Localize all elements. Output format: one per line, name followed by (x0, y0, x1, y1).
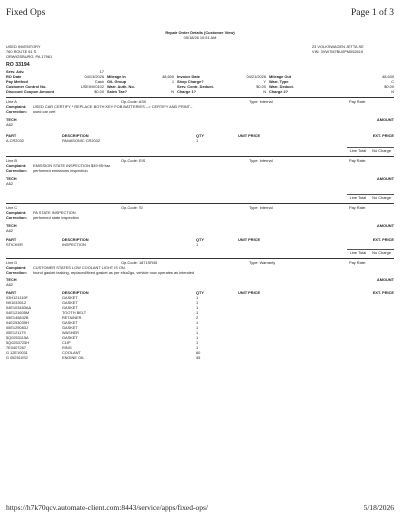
correction-text: performed state inspection (33, 215, 79, 220)
amount-label: AMOUNT (376, 223, 394, 228)
line-pay-rate: Pay Rate: (349, 99, 367, 104)
part-number: 05E121179 (6, 330, 26, 335)
ro-fields (6, 69, 394, 94)
col-unit-price: UNIT PRICE (238, 237, 261, 242)
tech-label: TECH (6, 223, 17, 228)
complaint-label: Complaint: (6, 163, 27, 168)
part-qty: 1 (196, 335, 199, 340)
field-value: $0.00 (94, 89, 104, 94)
part-qty: 60 (196, 350, 201, 355)
tech-value: A62 (6, 282, 13, 287)
amount-label: AMOUNT (376, 176, 394, 181)
report-title: Repair Order Details (Customer View) (165, 30, 235, 35)
part-qty: 1 (196, 340, 199, 345)
line-total-label: Line Total (349, 148, 367, 153)
part-description: RING (62, 345, 72, 350)
field-value: 1 (171, 79, 174, 84)
amount-label: AMOUNT (376, 277, 394, 282)
part-description: TOOTH BELT (62, 310, 87, 315)
col-qty: QTY (196, 290, 204, 295)
field-label: Warr. Deduct. (269, 84, 294, 89)
line-opcode: Op-Code: 1871SR45 (121, 260, 158, 265)
part-qty: 1 (196, 305, 199, 310)
field-label: Mileage Out (269, 74, 292, 79)
repair-line-c (6, 203, 394, 255)
part-qty: 1 (196, 242, 199, 247)
part-number: A.CR2032 (6, 138, 24, 143)
part-number: STICKER (6, 242, 23, 247)
part-qty: 2 (196, 315, 199, 320)
part-description: CLIP (62, 340, 71, 345)
tech-label: TECH (6, 277, 17, 282)
line-type: Type: Internal (249, 99, 273, 104)
field-value: 04/21/2026 (246, 74, 266, 79)
field-label: Warr. Type (269, 79, 289, 84)
line-opcode: Op-Code: EIS (121, 158, 146, 163)
line-pay-rate: Pay Rate: (349, 205, 367, 210)
vehicle-info (312, 44, 394, 59)
field-value: 17 (99, 69, 104, 74)
line-total-value: No Charge (372, 195, 391, 200)
parts-list (6, 295, 394, 360)
correction-label: Correction: (6, 215, 27, 220)
line-type: Type: Warranty (249, 260, 276, 265)
line-pay-rate: Pay Rate: (349, 260, 367, 265)
tech-label: TECH (6, 117, 17, 122)
col-part: PART (6, 237, 17, 242)
col-qty: QTY (196, 237, 204, 242)
part-number: 7E0407267 (6, 345, 26, 350)
report-datetime: 05/18/26 10:51 AM (183, 35, 217, 40)
print-footer-date: 5/18/2026 (363, 503, 394, 512)
part-description: RETAINER (62, 315, 82, 320)
part-number: 04E253039H (6, 320, 29, 325)
line-total-value: No Charge (372, 148, 391, 153)
part-number: 03H121119F (6, 295, 28, 300)
field-label: Invoice Date (177, 74, 200, 79)
complaint-text: PA STATE INSPECTION (33, 210, 76, 215)
print-footer-url: https://h7k70qcv.automate-client.com:8443/service/apps/fixed-ops/ (6, 503, 208, 512)
amount-label: AMOUNT (376, 117, 394, 122)
part-qty: 1 (196, 138, 199, 143)
part-qty: 45 (196, 355, 201, 360)
line-total-value: No Charge (372, 250, 391, 255)
correction-text: performed emissions inspection (33, 168, 88, 173)
field-value: 48,600 (162, 74, 174, 79)
part-number: G 12E10031 (6, 350, 28, 355)
part-qty: 1 (196, 300, 199, 305)
correction-text: found gasket leaking, replaced/fixed gasket as per elsa2go, vehicle now operates as intended (33, 270, 195, 275)
part-number: N91033012 (6, 300, 27, 305)
repair-line-b (6, 156, 394, 200)
field-value: N (391, 89, 394, 94)
line-id: Line B (6, 158, 18, 163)
field-value: Y (263, 79, 266, 84)
part-number: G 052510S2 (6, 355, 28, 360)
col-ext-price: EXT. PRICE (372, 290, 394, 295)
part-qty: 1 (196, 345, 199, 350)
line-opcode: Op-Code: SI (121, 205, 143, 210)
dealer-address (6, 44, 52, 59)
col-unit-price: UNIT PRICE (238, 290, 261, 295)
col-ext-price: EXT. PRICE (372, 133, 394, 138)
ro-number: RO 33194 (6, 62, 30, 68)
line-id: Line A (6, 99, 17, 104)
correction-text: used car cert (33, 109, 56, 114)
part-description: GASKET (62, 320, 78, 325)
vehicle-line: 23 VOLKSWAGEN JETTA SE (312, 44, 364, 49)
correction-label: Correction: (6, 168, 27, 173)
line-opcode: Op-Code: AS0 (121, 99, 147, 104)
part-number: 5Q0253725H (6, 340, 30, 345)
correction-label: Correction: (6, 270, 27, 275)
col-description: DESCRIPTION (62, 133, 89, 138)
print-header-title: Fixed Ops (6, 8, 46, 18)
field-label: Serv. Adv. (6, 69, 25, 74)
complaint-text: EMISSION STATE INSPECTION $39.95+tax (33, 163, 111, 168)
dealer-line: 760 ROUTE 61 S (6, 49, 37, 54)
field-label: Mileage In (107, 74, 126, 79)
field-label: Shop Charge? (177, 79, 204, 84)
col-ext-price: EXT. PRICE (372, 237, 394, 242)
complaint-text: CUSTOMER STATES LOW COOLANT LIGHT IS ON. (33, 265, 126, 270)
col-description: DESCRIPTION (62, 237, 89, 242)
field-label: G/L Group (107, 79, 127, 84)
part-qty: 1 (196, 310, 199, 315)
part-qty: 1 (196, 330, 199, 335)
line-total-label: Line Total (349, 195, 367, 200)
repair-order-sheet (6, 30, 394, 360)
field-value: $0.00 (384, 84, 394, 89)
col-description: DESCRIPTION (62, 290, 89, 295)
part-row (6, 138, 394, 143)
complaint-label: Complaint: (6, 265, 27, 270)
vehicle-vin: VIN: 3VW7M7BU0PM052619 (312, 49, 364, 54)
field-value: $0.00 (256, 84, 266, 89)
field-value: 48,630 (382, 74, 394, 79)
field-label: Pay Method (6, 79, 28, 84)
part-number: 05E145832B (6, 315, 29, 320)
complaint-label: Complaint: (6, 210, 27, 215)
part-number: 04E103483AA (6, 305, 32, 310)
part-row (6, 242, 394, 247)
part-description: WASHER (62, 330, 79, 335)
part-description: GASKET (62, 295, 78, 300)
col-part: PART (6, 133, 17, 138)
dealer-line: ORWIGSBURG, PA 17961 (6, 54, 53, 59)
field-label: RO Date (6, 74, 22, 79)
part-description: GASKET (62, 325, 78, 330)
field-label: Charge 1? (177, 89, 197, 94)
field-value: N (263, 89, 266, 94)
part-description: GASKET (62, 300, 78, 305)
part-row (6, 355, 394, 360)
field-label: Discount Coupon Amount (6, 89, 55, 94)
field-label: Customer Control No. (6, 84, 47, 89)
part-description: COOLANT (62, 350, 81, 355)
repair-line-a (6, 97, 394, 153)
part-qty: 1 (196, 295, 199, 300)
field-label: Sales Tax? (107, 89, 128, 94)
part-number: 5Q0253115A (6, 335, 29, 340)
part-description: ENGINE OIL (62, 355, 85, 360)
tech-value: A62 (6, 122, 13, 127)
part-number: 04E121605M (6, 310, 30, 315)
field-label: Charge 2? (269, 89, 289, 94)
line-id: Line D (6, 260, 18, 265)
field-label: Warr. Auth. No. (107, 84, 135, 89)
col-qty: QTY (196, 133, 204, 138)
dealer-line: USED INVENTORY (6, 44, 41, 49)
tech-value: A62 (6, 228, 13, 233)
field-value: 04/13/2026 (84, 74, 104, 79)
repair-line-d (6, 258, 394, 360)
line-pay-rate: Pay Rate: (349, 158, 367, 163)
line-total-label: Line Total (349, 250, 367, 255)
print-header-page: Page 1 of 3 (350, 8, 394, 18)
correction-label: Correction: (6, 109, 27, 114)
field-value: USEINV0102 (80, 84, 104, 89)
part-qty: 1 (196, 325, 199, 330)
tech-label: TECH (6, 176, 17, 181)
col-unit-price: UNIT PRICE (238, 133, 261, 138)
tech-value: A62 (6, 181, 13, 186)
line-id: Line C (6, 205, 18, 210)
complaint-text: USED CAR CERTIFY * REPLACE BOTH KEY FOB BATTERIES --> CERTIFY AND PRINT-- (33, 104, 193, 109)
part-description: GASKET (62, 335, 78, 340)
field-value: N (171, 89, 174, 94)
part-description: INSPECTION (62, 242, 86, 247)
part-description: GASKET (62, 305, 78, 310)
part-number: 05E129083J (6, 325, 28, 330)
field-label: Serv. Contr. Deduct. (177, 84, 214, 89)
field-value: C (391, 79, 394, 84)
line-type: Type: Internal (249, 205, 273, 210)
col-part: PART (6, 290, 17, 295)
part-qty: 1 (196, 320, 199, 325)
complaint-label: Complaint: (6, 104, 27, 109)
part-description: PANASONIC CR2032 (62, 138, 100, 143)
line-type: Type: Internal (249, 158, 273, 163)
field-value: Cash (94, 79, 104, 84)
address-block (6, 44, 394, 59)
